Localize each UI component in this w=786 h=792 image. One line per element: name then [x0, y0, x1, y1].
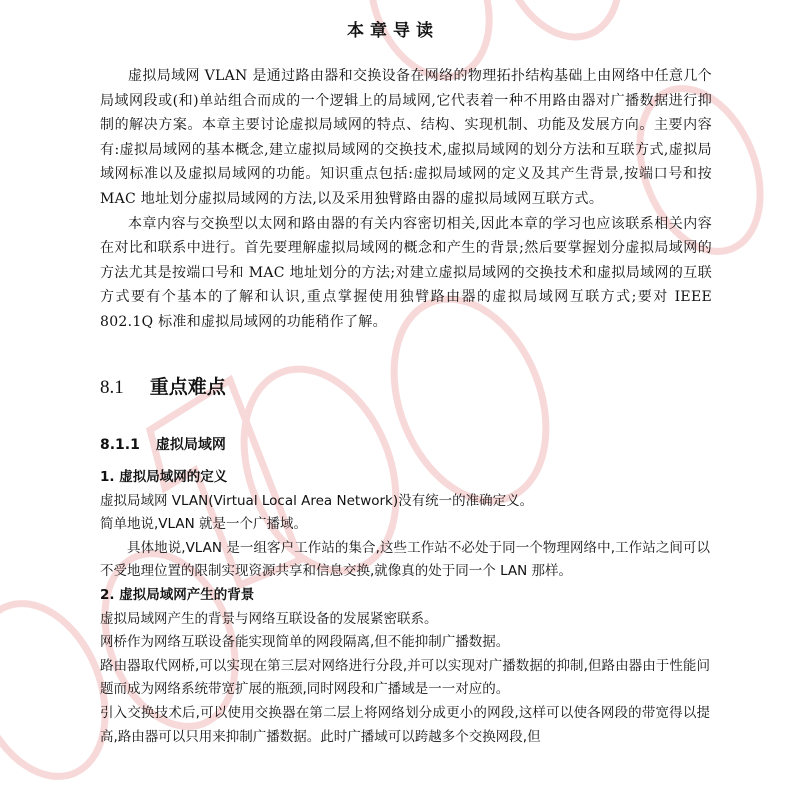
chapter-title: 本章导读: [347, 21, 439, 41]
body-paragraph: 网桥作为网络互联设备能实现简单的网段隔离,但不能抑制广播数据。: [100, 634, 510, 651]
body-paragraph: 路由器取代网桥,可以实现在第三层对网络进行分段,并可以实现对广播数据的抑制,但路由器由于性能问题而成为网络系统带宽扩展的瓶颈,同时网段和广播域是一一对应的。: [100, 657, 710, 698]
subsection-heading: [100, 434, 226, 454]
section-heading: [100, 372, 226, 399]
body-paragraph: 虚拟局域网产生的背景与网络互联设备的发展紧密联系。: [100, 610, 438, 627]
subsection-title: 虚拟局域网: [155, 437, 226, 453]
body-paragraph: 具体地说,VLAN 是一组客户工作站的集合,这些工作站不必处于同一个物理网络中,工作站之间可以不受地理位置的限制实现资源共享和信息交换,就像真的处于同一个 LAN 那样。: [100, 539, 710, 580]
item-title: 1. 虚拟局域网的定义: [100, 469, 228, 485]
section-title: 重点难点: [149, 376, 226, 398]
section-number: 8.1: [100, 377, 124, 398]
body-paragraph: 引入交换技术后,可以使用交换器在第二层上将网络划分成更小的网段,这样可以使各网段的带宽得以提高,路由器可以只用来抑制广播数据。此时广播域可以跨越多个交换网段,但: [100, 704, 710, 745]
body-paragraph: 简单地说,VLAN 就是一个广播域。: [100, 516, 307, 533]
intro-paragraph: 虚拟局域网 VLAN 是通过路由器和交换设备在网络的物理拓扑结构基础上由网络中任意几个局域网段或(和)单站组合而成的一个逻辑上的局域网,它代表着一种不用路由器对广播数据进行抑制的解决方案。本章主要讨论虚拟局域网的特点、结构、实现机制、功能及发展方向。主要内容有:虚拟局域网的基本概念,建立虚拟局域网的交换技术,虚拟局域网的划分方法和互联方式,虚拟局域网标准以及虚拟局域网的功能。知识重点包括:虚拟局域网的定义及其产生背景,按端口号和按 MAC 地址划分虚拟局域网的方法,以及采用独臂路由器的虚拟局域网互联方式。: [100, 68, 712, 207]
subsection-number: 8.1.1: [100, 437, 140, 453]
item-title: 2. 虚拟局域网产生的背景: [100, 586, 255, 603]
chapter-intro: [100, 64, 712, 335]
section-body: [100, 466, 710, 749]
intro-paragraph: 本章内容与交换型以太网和路由器的有关内容密切相关,因此本章的学习也应该联系相关内容在对比和联系中进行。首先要理解虚拟局域网的概念和产生的背景;然后要掌握划分虚拟局域网的方法尤其是按端口号和 MAC 地址划分的方法;对建立虚拟局域网的交换技术和虚拟局域网的互联方式要有个基本的了解和认识,重点掌握使用独臂路由器的虚拟局域网互联方式;要对 IEEE 802.1Q 标准和虚拟局域网的功能稍作了解。: [100, 215, 712, 330]
body-paragraph: 虚拟局域网 VLAN(Virtual Local Area Network)没有统一的准确定义。: [100, 492, 534, 509]
